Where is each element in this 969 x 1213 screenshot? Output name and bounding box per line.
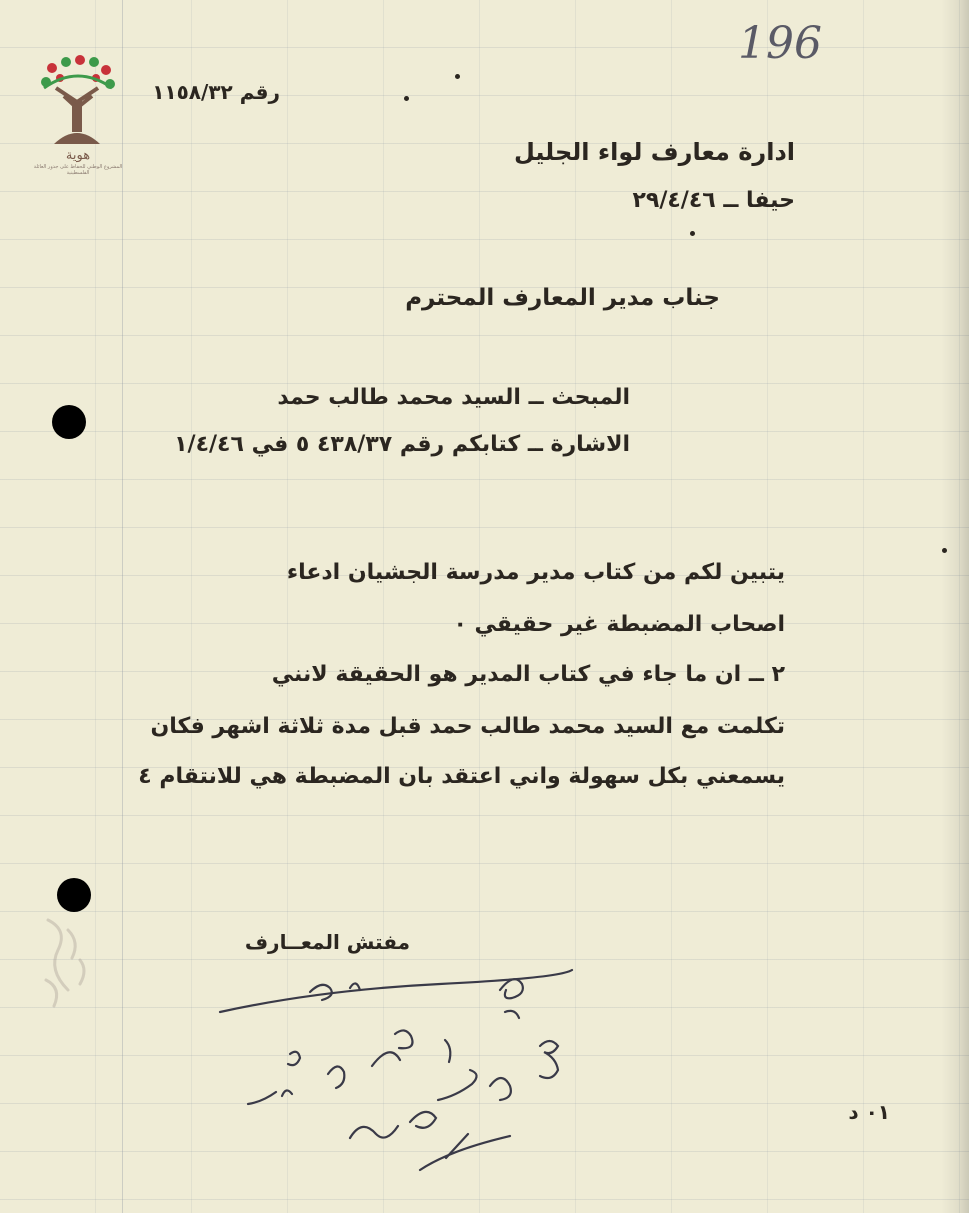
- logo-tagline: المشروع الوطني للحفاظ على جذور العائلة الفلسطينية: [33, 164, 123, 176]
- place-and-date: حيفا ــ ٢٩/٤/٤٦: [632, 188, 795, 213]
- ink-dot: [690, 231, 695, 236]
- signature-title: مفتش المعــارف: [244, 930, 410, 954]
- issuing-office: ادارة معارف لواء الجليل: [513, 138, 795, 166]
- logo-name: هوية: [65, 148, 91, 163]
- paper-edge-shadow: [941, 0, 969, 1213]
- faded-stamp-mark: [28, 900, 108, 1040]
- body-line-4: تكلمت مع السيد محمد طالب حمد قبل مدة ثلاثة اشهر فكان: [150, 714, 785, 739]
- reference-line: الاشارة ــ كتابكم رقم ٤٣٨/٣٧ ٥ في ١/٤/٤٦: [174, 432, 630, 457]
- body-line-2: اصحاب المضبطة غير حقيقي ٠: [453, 612, 785, 637]
- handwritten-signature-and-annotations: [200, 950, 600, 1180]
- body-line-5: يسمعني بكل سهولة واني اعتقد بان المضبطة هي للانتقام ٤: [138, 764, 785, 789]
- typist-initials: ٠١ د: [848, 1100, 890, 1124]
- ink-dot: [455, 74, 460, 79]
- punch-hole-top: [52, 405, 86, 439]
- subject-line: المبحث ــ السيد محمد طالب حمد: [277, 385, 630, 410]
- salutation: جناب مدير المعارف المحترم: [405, 285, 720, 311]
- handwritten-page-number: 196: [738, 18, 822, 69]
- margin-rule: [122, 0, 123, 1213]
- ink-dot: [942, 548, 947, 553]
- reference-number: رقم ١١٥٨/٣٢: [152, 80, 280, 104]
- hawiya-logo: [33, 52, 123, 176]
- body-line-1: يتبين لكم من كتاب مدير مدرسة الجشيان ادعاء: [286, 560, 785, 585]
- ink-dot: [404, 96, 409, 101]
- body-line-3: ٢ ــ ان ما جاء في كتاب المدير هو الحقيقة لانني: [271, 662, 785, 687]
- tree-icon: [41, 55, 115, 144]
